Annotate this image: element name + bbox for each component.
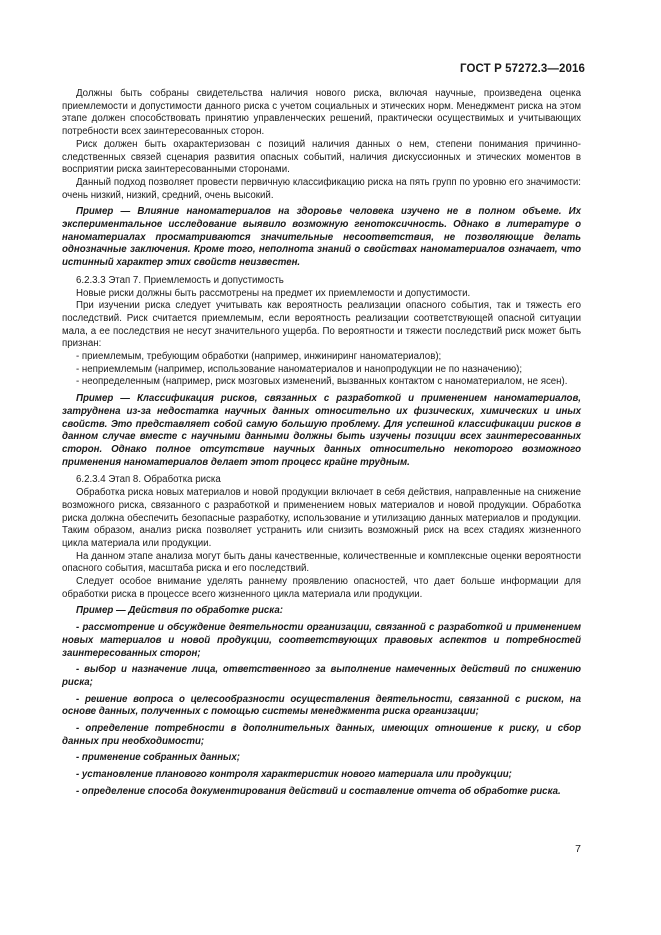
example-note: Пример — Классификация рисков, связанных с разработкой и применением наноматериалов, затруднена из-за недостатка научных данных относительно их физических, химических и иных свойств. Это представляет собой самую большую проблему. Для успешной классификации рисков в данном случае вместе с научными данными должны быть изучены позиции всех заинтересованных сторон. Однако полное отсутствие научных данных относительно некоторого возможного применения наноматериалов делает этот процесс крайне трудным. bbox=[62, 393, 581, 468]
paragraph: При изучении риска следует учитывать как вероятность реализации опасного события, так и тяжесть его последствий. Риск считается приемлемым, если вероятность реализации соответствующей опасной ситуации мала, а ее последствия не несут значительного ущерба. По вероятности и тяжести последствий риск может быть признан: bbox=[62, 300, 581, 350]
paragraph: Должны быть собраны свидетельства наличия нового риска, включая научные, произведена оценка приемлемости и допустимости данного риска с учетом социальных и этических норм. Менеджмент риска на этом этапе должен способствовать принятию управленческих решений, практически осуществимых и учитывающих потребности всех заинтересованных сторон. bbox=[62, 88, 581, 138]
page-number: 7 bbox=[575, 843, 581, 855]
page-body bbox=[62, 88, 581, 803]
paragraph: Данный подход позволяет провести первичную классификацию риска на пять групп по уровню его значимости: очень низкий, низкий, средний, очень высокий. bbox=[62, 176, 581, 201]
example-list-item: - рассмотрение и обсуждение деятельности организации, связанной с разработкой и применением новых материалов и новой продукции, соответствующих правовых аспектов и потребностей заинтересованных сторон; bbox=[62, 622, 581, 659]
example-note: Пример — Влияние наноматериалов на здоровье человека изучено не в полном объеме. Их экспериментальное исследование выявило возможную генотоксичность. Однако в литературе о наноматериалах просматриваются значительные несоответствия, не позволяющие делать однозначные заключения. Кроме того, неполнота знаний о свойствах наноматериалов означает, что истинный характер этих свойств неизвестен. bbox=[62, 206, 581, 269]
example-list-item: - установление планового контроля характеристик нового материала или продукции; bbox=[76, 769, 512, 781]
paragraph: Обработка риска новых материалов и новой продукции включает в себя действия, направленные на снижение возможного риска, связанного с разработкой и применением новых материалов и новой продукции. Обработка риска должна обеспечить безопасные разработку, использование и утилизацию данных материалов и продукции. Таким образом, анализ риска позволяет устранить или снизить возможный риск на всех стадиях жизненного цикла материала или продукции. bbox=[62, 487, 581, 549]
section-heading: 6.2.3.3 Этап 7. Приемлемость и допустимость bbox=[76, 274, 284, 286]
paragraph: Следует особое внимание уделять раннему проявлению опасностей, что дает больше информации для обработки риска в процессе всего жизненного цикла материала или продукции. bbox=[62, 576, 581, 600]
example-list-item: - выбор и назначение лица, ответственного за выполнение намеченных действий по снижению риска; bbox=[62, 664, 581, 688]
section-heading: 6.2.3.4 Этап 8. Обработка риска bbox=[76, 474, 221, 486]
example-list-item: - определение способа документирования действий и составление отчета об обработке риска. bbox=[76, 785, 561, 797]
document-code: ГОСТ Р 57272.3—2016 bbox=[460, 63, 585, 75]
paragraph: Новые риски должны быть рассмотрены на предмет их приемлемости и допустимости. bbox=[76, 287, 471, 299]
list-item: - приемлемым, требующим обработки (например, инжиниринг наноматериалов); bbox=[76, 351, 442, 363]
paragraph: Риск должен быть охарактеризован с позиций наличия данных о нем, степени понимания причинно-следственных связей сценария развития опасных событий, наличия дискуссионных и этических моментов в восприятии риска заинтересованными сторонами. bbox=[62, 138, 581, 176]
example-list-item: - применение собранных данных; bbox=[76, 752, 240, 764]
list-item: - неприемлемым (например, использование наноматериалов и нанопродукции не по назначению); bbox=[76, 363, 523, 375]
example-list-item: - решение вопроса о целесообразности осуществления деятельности, связанной с риском, на основе данных, полученных с помощью системы менеджмента риска организации; bbox=[62, 693, 581, 718]
paragraph: На данном этапе анализа могут быть даны качественные, количественные и комплексные оценки вероятности опасного события, масштаба риска и его последствий. bbox=[62, 550, 581, 575]
example-list-item: - определение потребности в дополнительных данных, имеющих отношение к риску, и сбор данных при необходимости; bbox=[62, 723, 581, 747]
list-item: - неопределенным (например, риск мозговых изменений, вызванных контактом с наноматериалом, не ясен). bbox=[76, 376, 568, 388]
example-title: Пример — Действия по обработке риска: bbox=[76, 605, 283, 617]
